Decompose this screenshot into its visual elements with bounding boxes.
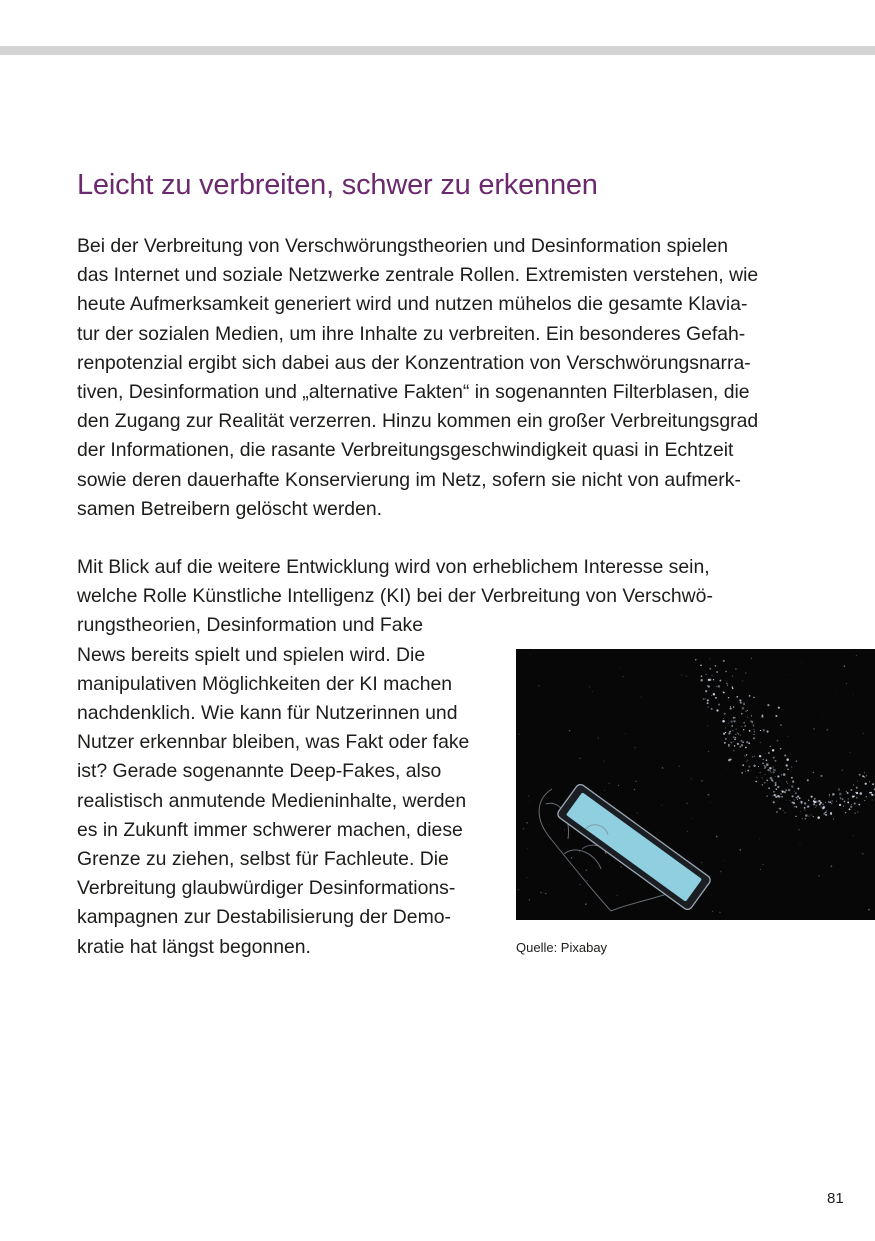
text-line: samen Betreibern gelöscht werden. bbox=[77, 497, 383, 520]
smartphone-photo bbox=[516, 649, 875, 920]
text-line: Verbreitung glaubwürdiger Desinformations- bbox=[77, 877, 456, 900]
text-line: sowie deren dauerhafte Konservierung im Netz, sofern sie nicht von aufmerk- bbox=[77, 468, 741, 491]
text-line: Grenze zu ziehen, selbst für Fachleute. Die bbox=[77, 848, 449, 871]
paragraph-1 bbox=[77, 232, 758, 524]
text-line: Mit Blick auf die weitere Entwicklung wird von erheblichem Interesse sein, bbox=[77, 556, 710, 578]
text-line: manipulativen Möglichkeiten der KI machen bbox=[77, 672, 453, 695]
text-line: Nutzer erkennbar bleiben, was Fakt oder fake bbox=[77, 731, 470, 754]
text-line: der Informationen, die rasante Verbreitungsgeschwindigkeit quasi in Echtzeit bbox=[77, 439, 734, 462]
text-line: nachdenklich. Wie kann für Nutzerinnen und bbox=[77, 702, 458, 725]
text-line: kampagnen zur Destabilisierung der Demo- bbox=[77, 906, 451, 929]
text-line: Bei der Verbreitung von Verschwörungstheorien und Desinformation spielen bbox=[77, 235, 729, 257]
text-line: kratie hat längst begonnen. bbox=[77, 935, 311, 958]
top-rule bbox=[0, 46, 875, 55]
text-line: den Zugang zur Realität verzerren. Hinzu kommen ein großer Verbreitungsgrad bbox=[77, 410, 759, 433]
text-line: das Internet und soziale Netzwerke zentrale Rollen. Extremisten verstehen, wie bbox=[77, 264, 759, 287]
text-line: renpotenzial ergibt sich dabei aus der Konzentration von Verschwörungsnarra- bbox=[77, 351, 751, 374]
text-line: welche Rolle Künstliche Intelligenz (KI) bei der Verbreitung von Verschwö- bbox=[77, 585, 713, 608]
text-line: heute Aufmerksamkeit generiert wird und nutzen mühelos die gesamte Klavia- bbox=[77, 293, 748, 316]
section-heading: Leicht zu verbreiten, schwer zu erkennen bbox=[77, 169, 598, 201]
page-number: 81 bbox=[827, 1190, 844, 1207]
text-line: es in Zukunft immer schwerer machen, diese bbox=[77, 818, 463, 841]
text-line: rungstheorien, Desinformation und Fake bbox=[77, 614, 423, 637]
text-line: realistisch anmutende Medieninhalte, werden bbox=[77, 789, 467, 812]
text-line: ist? Gerade sogenannte Deep-Fakes, also bbox=[77, 760, 442, 783]
image-caption: Quelle: Pixabay bbox=[516, 940, 608, 955]
text-line: News bereits spielt und spielen wird. Die bbox=[77, 643, 426, 666]
text-line: tiven, Desinformation und „alternative Fakten“ in sogenannten Filterblasen, die bbox=[77, 381, 750, 404]
text-line: tur der sozialen Medien, um ihre Inhalte zu verbreiten. Ein besonderes Gefah- bbox=[77, 322, 746, 345]
